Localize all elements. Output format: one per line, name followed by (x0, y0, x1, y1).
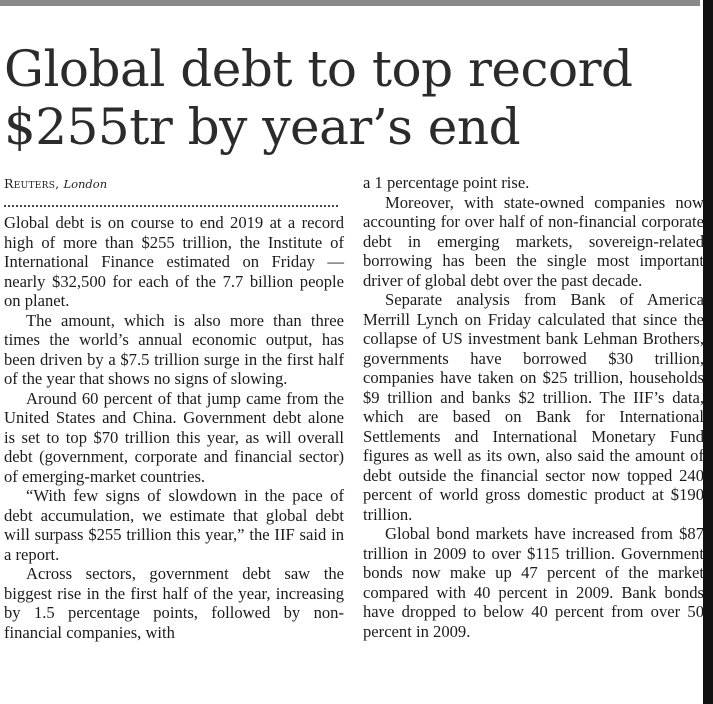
paragraph: Global bond markets have increased from $87 trillion in 2009 to over $115 trillion. Government bonds now make up 47 percent of the market compared with 40 percent in 2009. Bank bonds have dropped to below 40 percent from over 50 percent in 2009. (363, 524, 704, 641)
paragraph: a 1 percentage point rise. (363, 173, 530, 192)
paragraph: The amount, which is also more than three times the world’s annual economic output, has been driven by a $7.5 trillion surge in the first half of the year that shows no signs of slowing. (4, 310, 344, 388)
paragraph: “With few signs of slowdown in the pace of debt accumulation, we estimate that global debt will surpass $255 trillion this year,” the IIF said in a report. (4, 486, 344, 564)
byline-divider (4, 205, 338, 207)
top-rule (0, 0, 700, 6)
paragraph: Global debt is on course to end 2019 at a record high of more than $255 trillion, the Institute of International Finance estimated on Friday — nearly $32,500 for each of the 7.7 billion people on planet. (4, 213, 344, 310)
paragraph: Around 60 percent of that jump came from the United States and China. Government debt alone is set to top $70 trillion this year, as will overall debt (government, corporate and financial sector) of emerging-market countries. (4, 388, 344, 486)
paragraph: Moreover, with state-owned companies now accounting for over half of non-financial corporate debt in emerging markets, sovereign-related borrowing has been the single most important driver of global debt over the past decade. (363, 192, 704, 290)
byline-city: London (63, 177, 108, 191)
byline-agency: Reuters, (4, 176, 60, 191)
article-column-right (363, 173, 704, 641)
article-column-left (4, 213, 344, 642)
byline (4, 176, 107, 191)
headline: Global debt to top record $255tr by year’s end (4, 40, 633, 156)
paragraph: Separate analysis from Bank of America Merrill Lynch on Friday calculated that since the collapse of US investment bank Lehman Brothers, governments have borrowed $30 trillion, companies have taken on $25 trillion, households $9 trillion and banks $2 trillion. The IIF’s data, which are based on Bank for International Settlements and International Monetary Fund figures as well as its own, also said the amount of debt outside the financial sector now topped 240 percent of world gross domestic product at $190 trillion. (363, 290, 704, 524)
paragraph: Across sectors, government debt saw the biggest rise in the first half of the year, increasing by 1.5 percentage points, followed by non-financial companies, with (4, 564, 344, 642)
page-edge (703, 0, 713, 704)
